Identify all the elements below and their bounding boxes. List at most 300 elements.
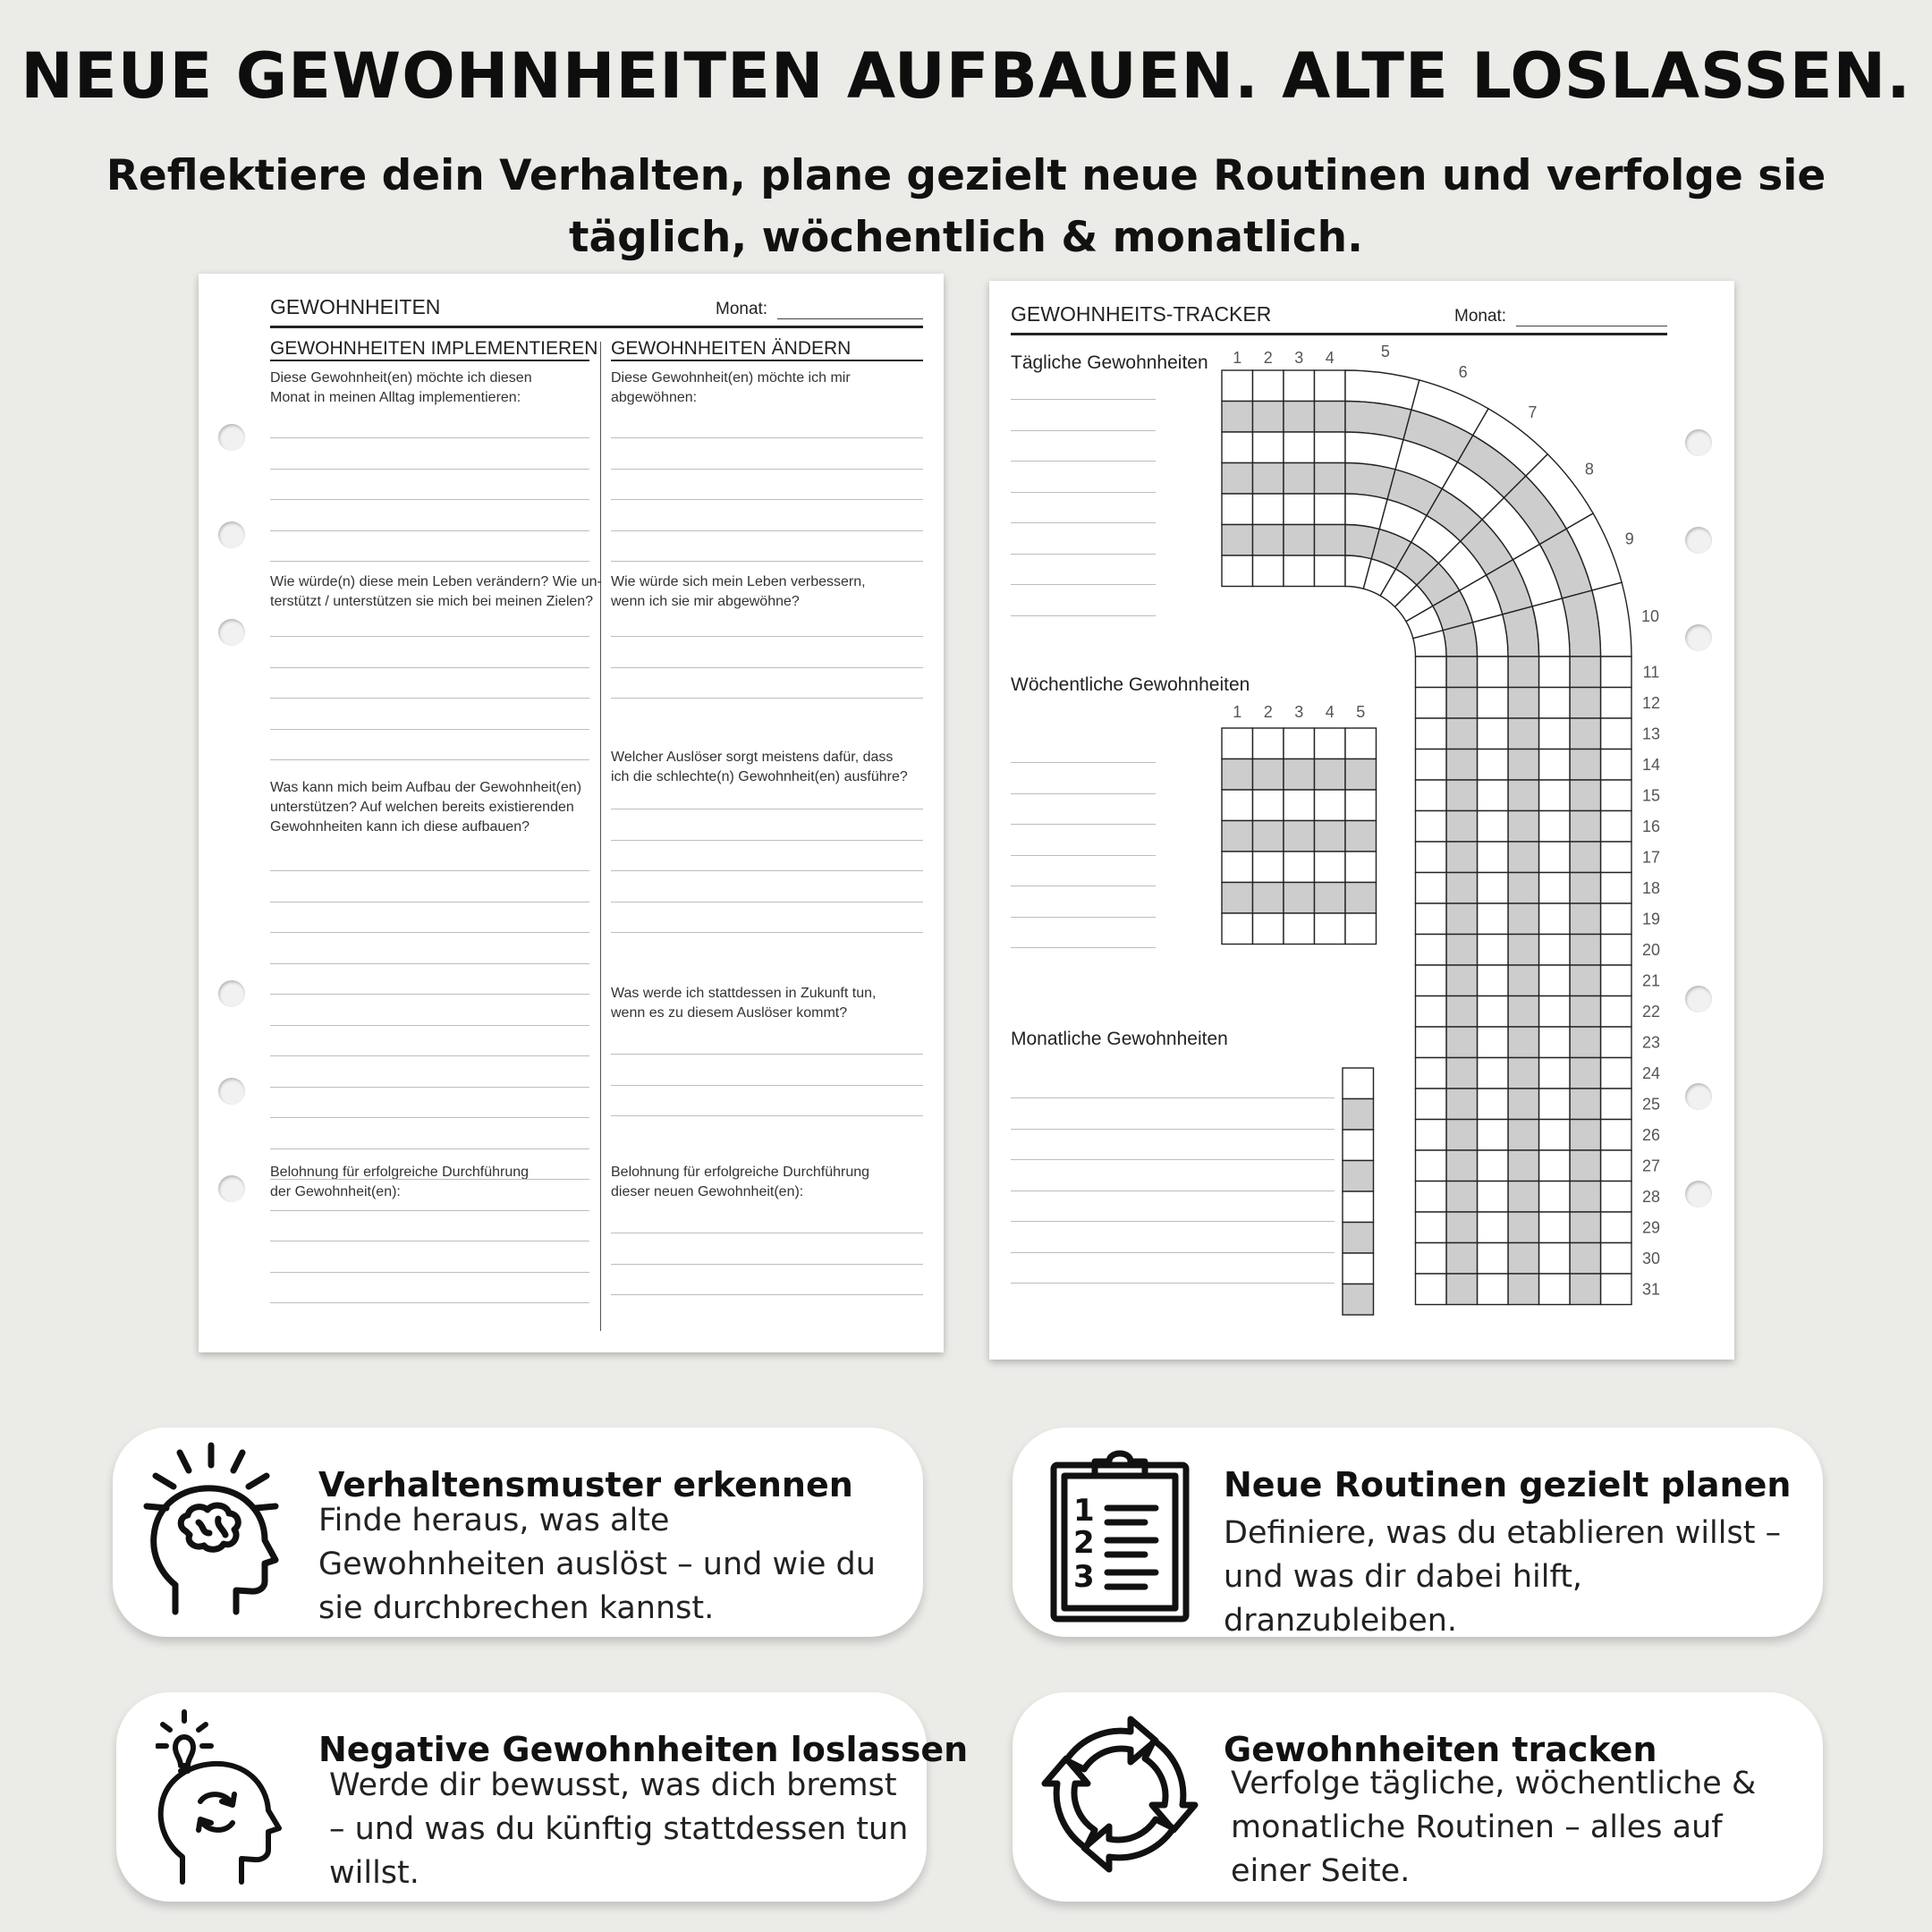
month-cell bbox=[1343, 1223, 1374, 1254]
day-cell bbox=[1284, 555, 1315, 587]
month-label: Monat: bbox=[716, 300, 768, 318]
week-cell bbox=[1345, 821, 1377, 852]
punch-hole bbox=[218, 521, 245, 548]
month-label: Monat: bbox=[1454, 307, 1507, 326]
writing-line[interactable] bbox=[611, 1054, 923, 1055]
punch-hole bbox=[218, 424, 245, 451]
day-cell bbox=[1508, 750, 1539, 781]
writing-line[interactable] bbox=[270, 994, 589, 995]
day-cell bbox=[1508, 1058, 1539, 1089]
day-cell bbox=[1446, 873, 1478, 904]
month-line bbox=[777, 318, 923, 319]
writing-line[interactable] bbox=[270, 759, 589, 760]
punch-hole bbox=[218, 619, 245, 646]
writing-line[interactable] bbox=[611, 499, 923, 500]
day-cell bbox=[1508, 657, 1539, 688]
day-cell bbox=[1478, 657, 1509, 688]
week-cell bbox=[1284, 913, 1315, 945]
feature-text: Verfolge tägliche, wöchentliche & monatliche Routinen – alles auf einer Seite. bbox=[1231, 1766, 1757, 1889]
day-cell bbox=[1416, 811, 1447, 843]
day-cell bbox=[1601, 842, 1632, 873]
writing-line[interactable] bbox=[270, 963, 589, 964]
feature-text: Werde dir bewusst, was dich bremst – und was du künftig stattdessen tun willst. bbox=[329, 1767, 909, 1891]
day-number: 14 bbox=[1641, 755, 1661, 774]
day-cell bbox=[1508, 1212, 1539, 1243]
day-cell bbox=[1315, 525, 1346, 556]
week-cell bbox=[1315, 790, 1346, 821]
day-cell bbox=[1570, 780, 1601, 811]
writing-line[interactable] bbox=[270, 1087, 589, 1088]
day-cell bbox=[1446, 996, 1478, 1028]
day-cell bbox=[1478, 811, 1509, 843]
month-cell bbox=[1343, 1068, 1374, 1099]
clipboard-list-icon bbox=[1048, 1445, 1191, 1624]
day-cell bbox=[1539, 1274, 1571, 1305]
day-cell bbox=[1222, 402, 1253, 433]
day-cell bbox=[1446, 903, 1478, 935]
day-cell bbox=[1508, 935, 1539, 966]
week-cell bbox=[1345, 790, 1377, 821]
day-cell bbox=[1508, 996, 1539, 1028]
writing-line[interactable] bbox=[270, 667, 589, 668]
week-cell bbox=[1345, 913, 1377, 945]
feature-card-planning bbox=[1013, 1428, 1823, 1637]
day-cell bbox=[1284, 463, 1315, 495]
day-cell bbox=[1601, 1089, 1632, 1120]
week-cell bbox=[1284, 883, 1315, 914]
day-cell bbox=[1570, 873, 1601, 904]
day-cell bbox=[1416, 1058, 1447, 1089]
day-cell bbox=[1446, 842, 1478, 873]
day-cell bbox=[1601, 996, 1632, 1028]
day-cell bbox=[1446, 811, 1478, 843]
day-cell bbox=[1446, 1243, 1478, 1275]
day-number: 3 bbox=[1294, 703, 1304, 721]
day-cell bbox=[1539, 1212, 1571, 1243]
head-lightbulb-icon bbox=[156, 1708, 290, 1887]
day-cell bbox=[1446, 1212, 1478, 1243]
brain-head-icon bbox=[140, 1442, 283, 1621]
day-cell bbox=[1601, 935, 1632, 966]
day-cell bbox=[1601, 657, 1632, 688]
day-cell bbox=[1601, 1182, 1632, 1213]
feature-title: Gewohnheiten tracken bbox=[1224, 1730, 1657, 1769]
day-cell bbox=[1253, 525, 1284, 556]
day-cell bbox=[1570, 657, 1601, 688]
writing-line[interactable] bbox=[270, 698, 589, 699]
month-cell bbox=[1343, 1191, 1374, 1223]
day-cell bbox=[1570, 1212, 1601, 1243]
day-cell bbox=[1539, 965, 1571, 996]
day-cell bbox=[1539, 718, 1571, 750]
day-cell bbox=[1416, 873, 1447, 904]
day-cell bbox=[1446, 1089, 1478, 1120]
col2-question-4: Was werde ich stattdessen in Zukunft tun, wenn es zu diesem Auslöser kommt? bbox=[611, 986, 877, 1021]
day-cell bbox=[1416, 1089, 1447, 1120]
writing-line[interactable] bbox=[611, 932, 923, 933]
day-cell bbox=[1539, 1089, 1571, 1120]
day-number: 19 bbox=[1641, 910, 1661, 928]
week-cell bbox=[1253, 790, 1284, 821]
day-cell bbox=[1478, 1274, 1509, 1305]
day-number: 8 bbox=[1584, 460, 1594, 479]
feature-title: Neue Routinen gezielt planen bbox=[1224, 1465, 1792, 1504]
day-cell bbox=[1446, 688, 1478, 719]
day-cell bbox=[1508, 873, 1539, 904]
day-cell bbox=[1446, 935, 1478, 966]
week-cell bbox=[1222, 913, 1253, 945]
day-cell bbox=[1284, 432, 1315, 463]
writing-line[interactable] bbox=[270, 1210, 589, 1211]
day-cell bbox=[1222, 525, 1253, 556]
month-cell bbox=[1343, 1161, 1374, 1192]
day-cell bbox=[1508, 1150, 1539, 1182]
day-number: 4 bbox=[1325, 703, 1335, 721]
day-cell bbox=[1570, 842, 1601, 873]
day-cell bbox=[1478, 1089, 1509, 1120]
writing-line[interactable] bbox=[270, 1148, 589, 1149]
week-cell bbox=[1253, 821, 1284, 852]
day-cell bbox=[1570, 903, 1601, 935]
day-cell bbox=[1472, 614, 1508, 657]
day-cell bbox=[1478, 996, 1509, 1028]
day-number: 25 bbox=[1641, 1095, 1661, 1114]
week-cell bbox=[1222, 759, 1253, 791]
day-cell bbox=[1570, 1120, 1601, 1151]
day-cell bbox=[1446, 657, 1478, 688]
col1-question-4: Belohnung für erfolgreiche Durchführung der Gewohnheit(en): bbox=[270, 1165, 530, 1199]
day-number: 27 bbox=[1641, 1157, 1661, 1175]
week-cell bbox=[1284, 852, 1315, 883]
day-cell bbox=[1508, 688, 1539, 719]
day-cell bbox=[1315, 463, 1346, 495]
day-cell bbox=[1315, 432, 1346, 463]
feature-card-letgo bbox=[116, 1692, 969, 1902]
col1-question-1: Diese Gewohnheit(en) möchte ich diesen Monat in meinen Alltag implementieren: bbox=[270, 370, 532, 405]
habit-tracker-grid[interactable] bbox=[989, 281, 1734, 1360]
day-number: 17 bbox=[1641, 848, 1661, 867]
col2-question-3: Welcher Auslöser sorgt meistens dafür, dass ich die schlechte(n) Gewohnheit(en) ausführe? bbox=[611, 750, 908, 784]
day-number: 3 bbox=[1294, 349, 1304, 367]
day-number: 26 bbox=[1641, 1125, 1661, 1144]
day-cell bbox=[1416, 1027, 1447, 1058]
day-cell bbox=[1570, 935, 1601, 966]
day-cell bbox=[1601, 1058, 1632, 1089]
writing-line[interactable] bbox=[270, 932, 589, 933]
day-cell bbox=[1601, 873, 1632, 904]
day-cell bbox=[1539, 657, 1571, 688]
day-cell bbox=[1222, 432, 1253, 463]
writing-line[interactable] bbox=[611, 561, 923, 562]
day-cell bbox=[1539, 780, 1571, 811]
subheadline: Reflektiere dein Verhalten, plane gezielt neue Routinen und verfolge sie täglich, wöchentlich & monatlich. bbox=[106, 151, 1826, 262]
writing-line[interactable] bbox=[611, 530, 923, 531]
day-number: 12 bbox=[1641, 693, 1661, 712]
writing-line[interactable] bbox=[611, 1085, 923, 1086]
week-cell bbox=[1315, 821, 1346, 852]
writing-line[interactable] bbox=[270, 870, 589, 871]
headline: NEUE GEWOHNHEITEN AUFBAUEN. ALTE LOSLASSEN. bbox=[21, 39, 1911, 113]
writing-line[interactable] bbox=[270, 1117, 589, 1118]
day-cell bbox=[1416, 1150, 1447, 1182]
day-number: 16 bbox=[1641, 817, 1661, 835]
day-cell bbox=[1446, 718, 1478, 750]
day-number: 22 bbox=[1641, 1002, 1661, 1021]
month-cell bbox=[1343, 1130, 1374, 1161]
day-cell bbox=[1539, 996, 1571, 1028]
day-cell bbox=[1416, 750, 1447, 781]
writing-line[interactable] bbox=[611, 636, 923, 637]
weekly-label: Wöchentliche Gewohnheiten bbox=[1011, 674, 1250, 695]
feature-text: Finde heraus, was alte Gewohnheiten auslöst – und wie du sie durchbrechen kannst. bbox=[318, 1503, 876, 1626]
day-number: 1 bbox=[1233, 349, 1242, 367]
writing-line[interactable] bbox=[270, 561, 589, 562]
day-cell bbox=[1570, 1027, 1601, 1058]
day-number: 7 bbox=[1528, 403, 1538, 422]
day-cell bbox=[1446, 1027, 1478, 1058]
day-cell bbox=[1446, 965, 1478, 996]
day-cell bbox=[1446, 1274, 1478, 1305]
writing-line[interactable] bbox=[611, 698, 923, 699]
col2-question-5: Belohnung für erfolgreiche Durchführung dieser neuen Gewohnheit(en): bbox=[611, 1165, 870, 1199]
writing-line[interactable] bbox=[270, 636, 589, 637]
col2-heading: GEWOHNHEITEN ÄNDERN bbox=[611, 338, 852, 359]
day-cell bbox=[1222, 463, 1253, 495]
day-cell bbox=[1416, 1212, 1447, 1243]
week-cell bbox=[1284, 821, 1315, 852]
writing-line[interactable] bbox=[270, 437, 589, 438]
day-number: 23 bbox=[1641, 1033, 1661, 1052]
day-cell bbox=[1478, 1120, 1509, 1151]
day-cell bbox=[1508, 1182, 1539, 1213]
day-cell bbox=[1253, 370, 1284, 402]
day-cell bbox=[1253, 463, 1284, 495]
day-number: 29 bbox=[1641, 1218, 1661, 1237]
column-divider bbox=[600, 342, 601, 1331]
day-cell bbox=[1539, 688, 1571, 719]
habit-tracker-page bbox=[989, 281, 1734, 1360]
day-cell bbox=[1570, 1274, 1601, 1305]
day-cell bbox=[1601, 750, 1632, 781]
week-cell bbox=[1315, 728, 1346, 759]
week-cell bbox=[1253, 913, 1284, 945]
week-cell bbox=[1284, 728, 1315, 759]
day-cell bbox=[1539, 1120, 1571, 1151]
week-cell bbox=[1315, 913, 1346, 945]
day-cell bbox=[1315, 402, 1346, 433]
day-cell bbox=[1416, 780, 1447, 811]
day-cell bbox=[1508, 780, 1539, 811]
feature-title: Verhaltensmuster erkennen bbox=[318, 1465, 853, 1504]
week-cell bbox=[1345, 883, 1377, 914]
day-cell bbox=[1446, 1182, 1478, 1213]
day-cell bbox=[1416, 935, 1447, 966]
page-title: GEWOHNHEITEN bbox=[270, 295, 441, 318]
day-cell bbox=[1508, 1274, 1539, 1305]
day-cell bbox=[1416, 718, 1447, 750]
week-cell bbox=[1345, 728, 1377, 759]
day-cell bbox=[1253, 402, 1284, 433]
day-cell bbox=[1508, 811, 1539, 843]
writing-line[interactable] bbox=[270, 1025, 589, 1026]
week-cell bbox=[1315, 883, 1346, 914]
day-cell bbox=[1570, 1243, 1601, 1275]
day-cell bbox=[1570, 750, 1601, 781]
svg-text:1: 1 bbox=[1073, 1493, 1095, 1529]
writing-line[interactable] bbox=[611, 437, 923, 438]
week-cell bbox=[1253, 883, 1284, 914]
col1-heading-rule bbox=[270, 360, 589, 361]
day-cell bbox=[1222, 494, 1253, 525]
day-cell bbox=[1446, 1150, 1478, 1182]
feature-title: Negative Gewohnheiten loslassen bbox=[318, 1730, 969, 1769]
week-cell bbox=[1222, 821, 1253, 852]
daily-label: Tägliche Gewohnheiten bbox=[1011, 352, 1208, 373]
writing-line[interactable] bbox=[611, 1264, 923, 1265]
day-cell bbox=[1478, 935, 1509, 966]
day-cell bbox=[1315, 370, 1346, 402]
punch-hole bbox=[218, 1078, 245, 1105]
svg-text:3: 3 bbox=[1073, 1559, 1095, 1595]
col1-question-2: Wie würde(n) diese mein Leben verändern? Wie un- terstützt / unterstützen sie mich bei meinen Zielen? bbox=[270, 574, 602, 609]
day-cell bbox=[1601, 780, 1632, 811]
writing-line[interactable] bbox=[270, 499, 589, 500]
feature-text: Definiere, was du etablieren willst – und was dir dabei hilft, dranzubleiben. bbox=[1224, 1515, 1782, 1639]
svg-text:2: 2 bbox=[1073, 1525, 1095, 1561]
day-cell bbox=[1570, 811, 1601, 843]
col2-heading-rule bbox=[611, 360, 923, 361]
day-cell bbox=[1222, 370, 1253, 402]
day-number: 28 bbox=[1641, 1187, 1661, 1206]
day-number: 9 bbox=[1624, 530, 1634, 548]
monthly-label: Monatliche Gewohnheiten bbox=[1011, 1029, 1228, 1049]
day-cell bbox=[1446, 1120, 1478, 1151]
writing-line[interactable] bbox=[270, 469, 589, 470]
page-title: GEWOHNHEITS-TRACKER bbox=[1011, 302, 1272, 326]
day-cell bbox=[1601, 688, 1632, 719]
day-cell bbox=[1508, 842, 1539, 873]
day-number: 2 bbox=[1263, 703, 1273, 721]
day-cell bbox=[1570, 965, 1601, 996]
day-cell bbox=[1601, 1274, 1632, 1305]
day-cell bbox=[1539, 1182, 1571, 1213]
day-cell bbox=[1478, 780, 1509, 811]
day-number: 24 bbox=[1641, 1063, 1661, 1082]
day-cell bbox=[1416, 1274, 1447, 1305]
day-cell bbox=[1508, 965, 1539, 996]
day-number: 5 bbox=[1356, 703, 1366, 721]
feature-card-tracking bbox=[1013, 1692, 1823, 1902]
writing-line[interactable] bbox=[611, 1294, 923, 1295]
day-number: 11 bbox=[1642, 663, 1660, 682]
day-cell bbox=[1446, 780, 1478, 811]
day-cell bbox=[1539, 903, 1571, 935]
day-cell bbox=[1539, 1150, 1571, 1182]
week-cell bbox=[1345, 759, 1377, 791]
cycle-arrows-icon bbox=[1030, 1705, 1209, 1884]
day-cell bbox=[1601, 1150, 1632, 1182]
col2-question-1: Diese Gewohnheit(en) möchte ich mir abgewöhnen: bbox=[611, 370, 851, 405]
day-cell bbox=[1416, 842, 1447, 873]
writing-line[interactable] bbox=[270, 1055, 589, 1056]
day-cell bbox=[1446, 1058, 1478, 1089]
day-cell bbox=[1508, 1089, 1539, 1120]
day-cell bbox=[1253, 555, 1284, 587]
week-cell bbox=[1253, 728, 1284, 759]
writing-line[interactable] bbox=[270, 1302, 589, 1303]
day-cell bbox=[1539, 842, 1571, 873]
writing-line[interactable] bbox=[270, 1179, 589, 1180]
day-number: 20 bbox=[1641, 940, 1661, 959]
writing-line[interactable] bbox=[611, 469, 923, 470]
writing-line[interactable] bbox=[611, 840, 923, 841]
day-number: 1 bbox=[1233, 703, 1242, 721]
month-cell bbox=[1343, 1253, 1374, 1284]
day-cell bbox=[1539, 1027, 1571, 1058]
col1-question-3: Was kann mich beim Aufbau der Gewohnheit(en) unterstützen? Auf welchen bereits existierenden Gewohnheiten kann ich diese aufbauen? bbox=[270, 780, 582, 835]
week-cell bbox=[1345, 852, 1377, 883]
day-cell bbox=[1478, 903, 1509, 935]
day-cell bbox=[1416, 657, 1447, 688]
day-number: 10 bbox=[1641, 607, 1660, 626]
day-cell bbox=[1601, 811, 1632, 843]
day-cell bbox=[1478, 873, 1509, 904]
writing-line[interactable] bbox=[611, 870, 923, 871]
day-number: 31 bbox=[1641, 1280, 1661, 1299]
day-cell bbox=[1253, 494, 1284, 525]
day-cell bbox=[1539, 811, 1571, 843]
week-cell bbox=[1222, 883, 1253, 914]
day-cell bbox=[1601, 1120, 1632, 1151]
col1-heading: GEWOHNHEITEN IMPLEMENTIEREN bbox=[270, 338, 598, 359]
day-cell bbox=[1539, 1058, 1571, 1089]
day-cell bbox=[1478, 1212, 1509, 1243]
day-cell bbox=[1416, 903, 1447, 935]
day-cell bbox=[1416, 1182, 1447, 1213]
day-number: 6 bbox=[1458, 363, 1468, 382]
week-cell bbox=[1222, 728, 1253, 759]
habits-worksheet-page bbox=[199, 274, 944, 1352]
writing-line[interactable] bbox=[270, 1272, 589, 1273]
punch-hole bbox=[218, 980, 245, 1007]
writing-line[interactable] bbox=[270, 729, 589, 730]
week-cell bbox=[1253, 852, 1284, 883]
day-cell bbox=[1315, 555, 1346, 587]
week-cell bbox=[1315, 852, 1346, 883]
day-cell bbox=[1539, 750, 1571, 781]
writing-line[interactable] bbox=[270, 530, 589, 531]
day-cell bbox=[1570, 718, 1601, 750]
day-cell bbox=[1253, 432, 1284, 463]
day-cell bbox=[1416, 1243, 1447, 1275]
writing-line[interactable] bbox=[611, 667, 923, 668]
day-cell bbox=[1478, 1243, 1509, 1275]
day-cell bbox=[1284, 370, 1315, 402]
col2-question-2: Wie würde sich mein Leben verbessern, wenn ich sie mir abgewöhne? bbox=[611, 574, 866, 609]
day-number: 21 bbox=[1641, 971, 1661, 990]
week-cell bbox=[1284, 759, 1315, 791]
writing-line[interactable] bbox=[611, 1115, 923, 1116]
day-cell bbox=[1570, 1089, 1601, 1120]
day-cell bbox=[1570, 1150, 1601, 1182]
day-cell bbox=[1508, 1243, 1539, 1275]
day-number: 18 bbox=[1641, 878, 1661, 897]
day-cell bbox=[1416, 996, 1447, 1028]
day-cell bbox=[1478, 965, 1509, 996]
day-cell bbox=[1570, 996, 1601, 1028]
day-cell bbox=[1478, 1027, 1509, 1058]
day-cell bbox=[1570, 1182, 1601, 1213]
